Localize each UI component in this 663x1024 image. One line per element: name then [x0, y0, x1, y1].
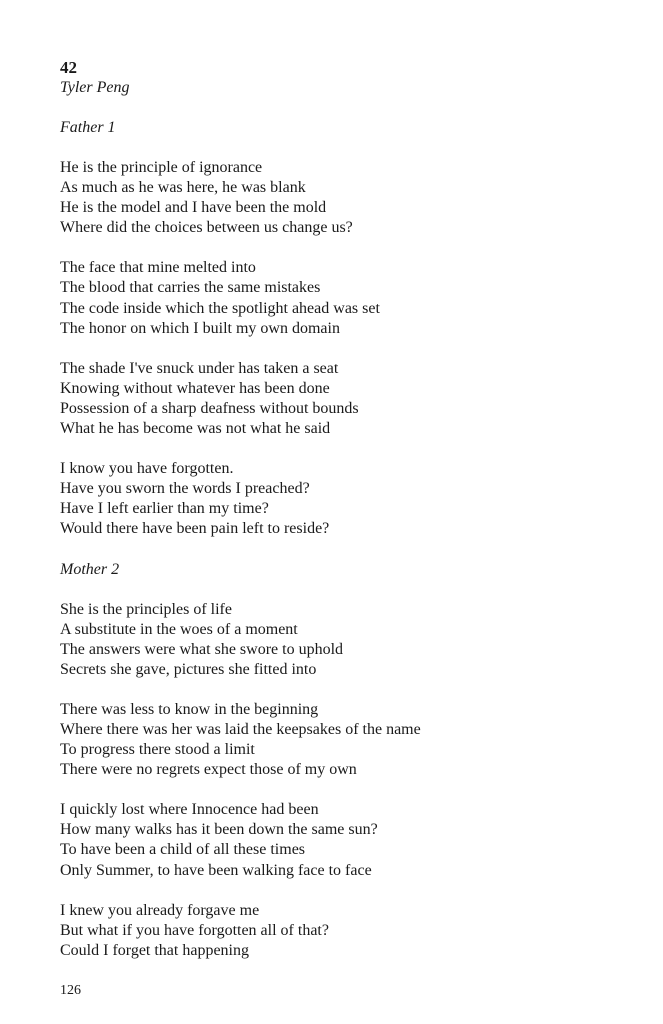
poem-line: Knowing without whatever has been done	[60, 379, 330, 397]
page-number: 126	[60, 983, 81, 998]
poem-line: The answers were what she swore to uphold	[60, 640, 344, 658]
poem-line: As much as he was here, he was blank	[60, 179, 306, 197]
poem-line: Could I forget that happening	[60, 941, 249, 959]
poem-line: He is the model and I have been the mold	[60, 199, 327, 217]
stanza	[60, 700, 620, 780]
stanza	[60, 800, 620, 880]
poem-line: To have been a child of all these times	[60, 841, 306, 859]
poem-line: Where did the choices between us change us?	[60, 219, 353, 237]
author-name: Tyler Peng	[60, 79, 130, 96]
poem-line: Would there have been pain left to reside?	[60, 520, 330, 538]
poem-line: The blood that carries the same mistakes	[60, 279, 321, 297]
poem-line: To progress there stood a limit	[60, 741, 255, 759]
poem-line: The shade I've snuck under has taken a seat	[60, 359, 339, 377]
poem-line: The face that mine melted into	[60, 259, 256, 277]
poem-line: Possession of a sharp deafness without bounds	[60, 399, 359, 417]
poem-line: The honor on which I built my own domain	[60, 319, 340, 337]
stanza	[60, 600, 620, 680]
stanza	[60, 258, 620, 338]
poem-line: Secrets she gave, pictures she fitted into	[60, 660, 317, 678]
poem-line: I knew you already forgave me	[60, 901, 260, 919]
poem-line: There were no regrets expect those of my own	[60, 761, 357, 779]
poem-line: How many walks has it been down the same sun?	[60, 821, 378, 839]
poem-page	[60, 58, 620, 961]
section-title: Mother 2	[60, 560, 120, 578]
poem-line: There was less to know in the beginning	[60, 700, 319, 718]
poem-line: The code inside which the spotlight ahead was set	[60, 299, 380, 317]
poem-line: A substitute in the woes of a moment	[60, 620, 298, 638]
poem-line: Have I left earlier than my time?	[60, 500, 269, 518]
poem-line: I quickly lost where Innocence had been	[60, 801, 319, 819]
poem-number: 42	[60, 58, 77, 77]
poem-line: Where there was her was laid the keepsakes of the name	[60, 720, 421, 738]
section-title: Father 1	[60, 119, 116, 136]
poem-line: What he has become was not what he said	[60, 420, 331, 438]
poem-line: She is the principles of life	[60, 600, 232, 618]
stanza	[60, 901, 620, 961]
poem-line: He is the principle of ignorance	[60, 159, 263, 176]
stanza	[60, 459, 620, 539]
poem-line: But what if you have forgotten all of that?	[60, 921, 329, 939]
stanza	[60, 359, 620, 439]
stanza	[60, 158, 620, 238]
poem-line: Only Summer, to have been walking face to face	[60, 861, 372, 879]
poem-line: Have you sworn the words I preached?	[60, 480, 310, 498]
poem-line: I know you have forgotten.	[60, 460, 234, 478]
